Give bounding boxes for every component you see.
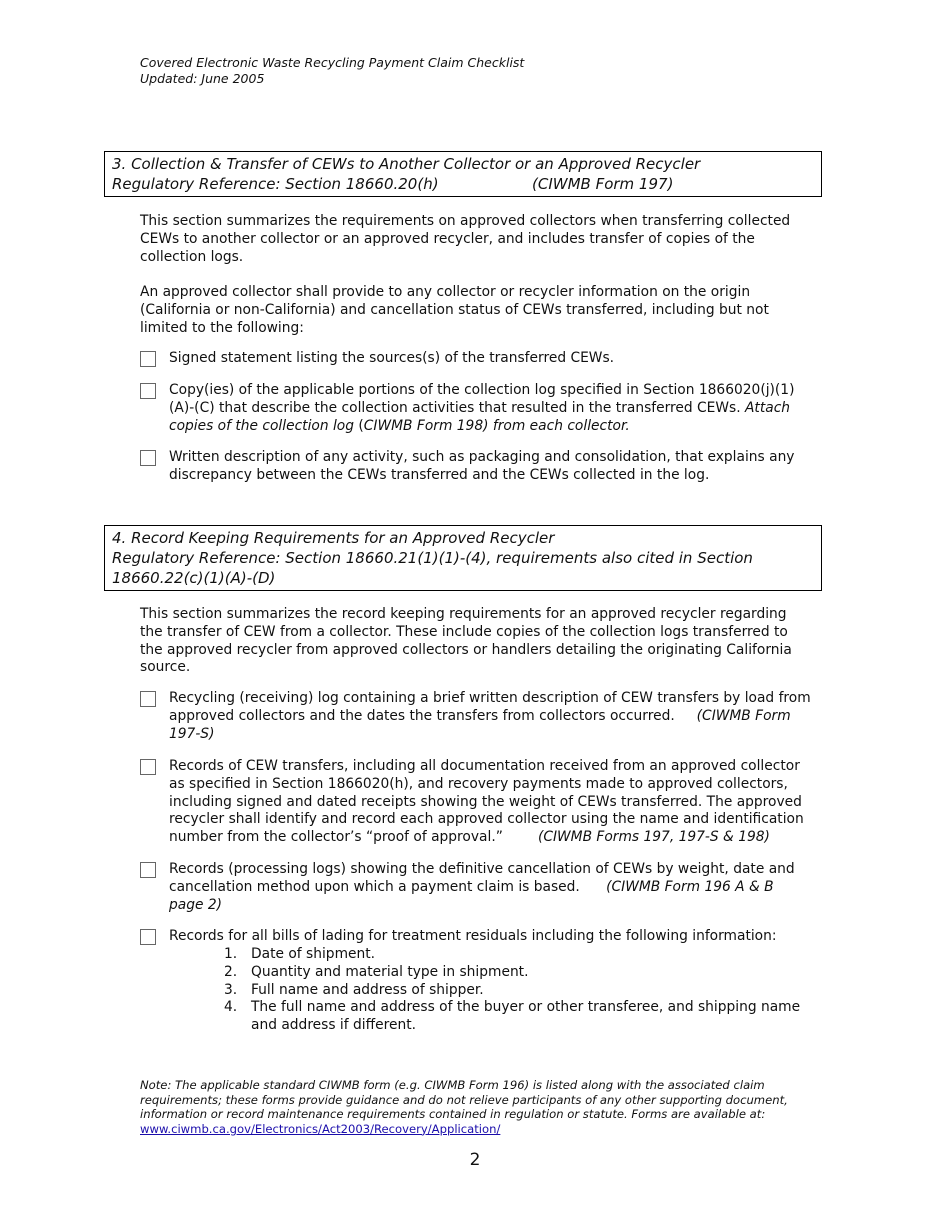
checklist-item — [140, 690, 812, 743]
checklist-item-text: Copy(ies) of the applicable portions of the collection log specified in Section 1866020(j)(1)(A)-(C) that describe the collection activities that resulted in the transferred CEWs. Attach copies of the collection log (CIWMB Form 198) from each collector. — [169, 382, 795, 434]
checkbox[interactable] — [140, 759, 156, 775]
checkbox[interactable] — [140, 691, 156, 707]
checklist-item — [140, 928, 812, 946]
checklist-item — [140, 758, 812, 847]
form-reference: (CIWMB Forms 197, 197-S & 198) — [537, 829, 770, 846]
checkbox[interactable] — [140, 862, 156, 878]
section-3-title: 3. Collection & Transfer of CEWs to Another Collector or an Approved Recycler — [112, 155, 701, 173]
bill-of-lading-list — [224, 946, 804, 1035]
updated-date: Updated: June 2005 — [140, 71, 265, 86]
checklist-item-text: Recycling (receiving) log containing a brief written description of CEW transfers by load from approved collectors and the dates the transfers from collectors occurred. (CIWMB Form 197-S) — [169, 690, 811, 742]
checklist-item — [140, 350, 812, 368]
footnote — [140, 1078, 812, 1136]
checkbox[interactable] — [140, 351, 156, 367]
page-number: 2 — [469, 1150, 481, 1170]
checkbox[interactable] — [140, 383, 156, 399]
section-4-reference: Regulatory Reference: Section 18660.21(1)(1)-(4), requirements also cited in Section 18660.22(c)(1)(A)-(D) — [112, 549, 753, 587]
checkbox[interactable] — [140, 929, 156, 945]
section-3-intro: This section summarizes the requirements on approved collectors when transferring collected CEWs to another collector or an approved recycler, and includes transfer of copies of the collection logs. — [140, 213, 791, 265]
section-4-heading — [104, 525, 822, 591]
footnote-text: Note: The applicable standard CIWMB form (e.g. CIWMB Form 196) is listed along with the associated claim requirements; these forms provide guidance and do not relieve participants of any other supporting document, information or record maintenance requirements contained in regulation or statute. Forms are available at: — [140, 1078, 788, 1122]
forms-link[interactable]: www.ciwmb.ca.gov/Electronics/Act2003/Recovery/Application/ — [140, 1121, 501, 1136]
list-item: 2. Quantity and material type in shipment. — [224, 963, 529, 980]
section-3-form: (CIWMB Form 197) — [532, 175, 674, 193]
section-3-heading — [104, 151, 822, 197]
checklist-item-text: Records of CEW transfers, including all documentation received from an approved collector as specified in Section 1866020(h), and recovery payments made to approved collectors, including signed and dated receipts showing the weight of CEWs transferred. The approved recycler shall identify and record each approved collector using the name and identification number from the collector’s “proof of approval.” (CIWMB Forms 197, 197-S & 198) — [169, 758, 804, 846]
section-3-intro-2: An approved collector shall provide to any collector or recycler information on the origin (California or non-California) and cancellation status of CEWs transferred, including but not limited to the following: — [140, 284, 769, 336]
form-reference: (CIWMB Form 196 A & B page 2) — [169, 878, 774, 913]
checklist-item — [140, 449, 812, 485]
checklist-item — [140, 861, 812, 914]
list-item: 4. The full name and address of the buyer or other transferee, and shipping name and address if different. — [224, 999, 801, 1034]
checkbox[interactable] — [140, 450, 156, 466]
checklist-item-text: Signed statement listing the sources(s) of the transferred CEWs. — [169, 350, 615, 366]
checklist-item — [140, 382, 812, 435]
checklist-item-text: Written description of any activity, such as packaging and consolidation, that explains any discrepancy between the CEWs transferred and the CEWs collected in the log. — [169, 449, 795, 483]
section-4-title: 4. Record Keeping Requirements for an Approved Recycler — [112, 529, 555, 547]
list-item: 1. Date of shipment. — [224, 946, 376, 962]
list-item: 3. Full name and address of shipper. — [224, 981, 484, 998]
section-3-reference: Regulatory Reference: Section 18660.20(h) — [112, 175, 439, 193]
checklist-item-text: Records (processing logs) showing the definitive cancellation of CEWs by weight, date and cancellation method upon which a payment claim is based. (CIWMB Form 196 A & B page 2) — [169, 861, 795, 913]
document-title: Covered Electronic Waste Recycling Payment Claim Checklist — [140, 55, 525, 70]
checklist-item-text: Records for all bills of lading for treatment residuals including the following information: — [169, 928, 777, 944]
form-reference: (CIWMB Form 197-S) — [169, 707, 791, 742]
section-4-intro: This section summarizes the record keeping requirements for an approved recycler regarding the transfer of CEW from a collector. These include copies of the collection logs transferred to the approved recycler from approved collectors or handlers detailing the originating California source. — [140, 606, 792, 676]
document-header — [140, 55, 524, 87]
